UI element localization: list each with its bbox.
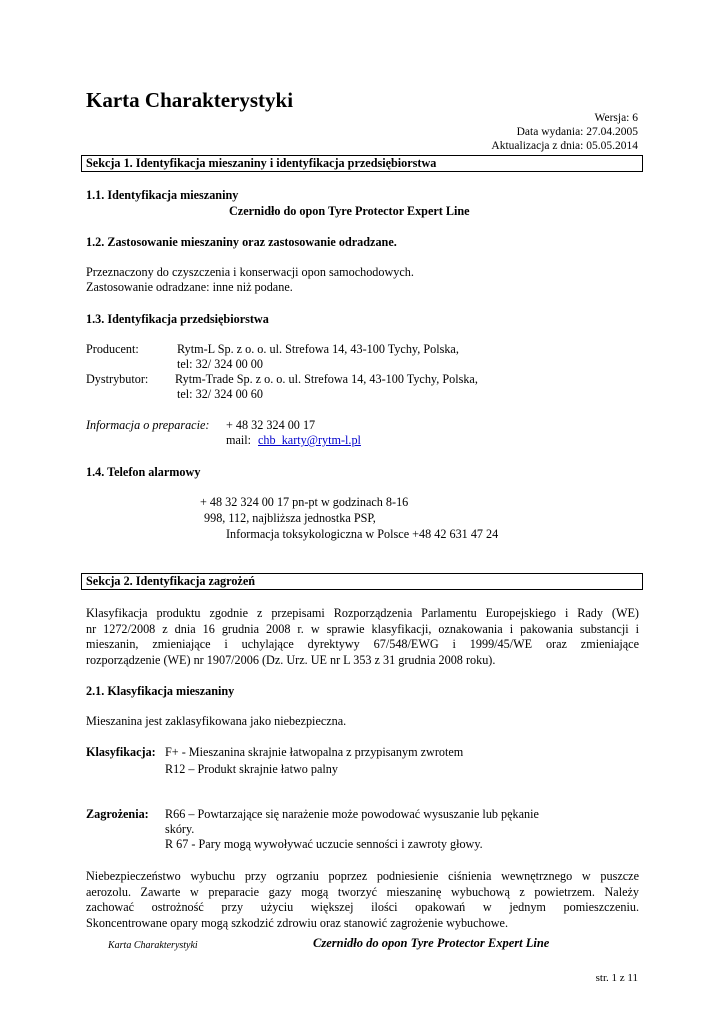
distributor-label: Dystrybutor: [86, 372, 149, 386]
advised-against-use: Zastosowanie odradzane: inne niż podane. [86, 280, 293, 294]
mail-label: mail: [226, 433, 252, 447]
product-name: Czernidło do opon Tyre Protector Expert Line [229, 204, 470, 218]
producer-phone: tel: 32/ 324 00 00 [177, 357, 263, 371]
classification-line-2: R12 – Produkt skrajnie łatwo palny [165, 762, 338, 776]
paragraph-line: aerozolu. Zawarte w preparacie gazy mogą tworzyć mieszaninę wybuchową z powietrzem. Należy [86, 884, 639, 899]
paragraph-line: Skoncentrowane opary mogą szkodzić zdrowiu oraz stanowić zagrożenie wybuchowe. [86, 915, 509, 930]
footer-doc-title: Karta Charakterystyki [108, 940, 198, 951]
version: Wersja: 6 [594, 112, 638, 124]
info-label: Informacja o preparacie: [86, 418, 210, 432]
explosion-warning [86, 869, 639, 931]
info-phone: + 48 32 324 00 17 [226, 418, 316, 432]
paragraph-line: Niebezpieczeństwo wybuchu przy ogrzaniu poprzez podniesienie ciśnienia wewnętrznego w puszcze [86, 869, 639, 883]
section-1-header-text: Sekcja 1. Identyfikacja mieszaniny i identyfikacja przedsiębiorstwa [86, 156, 437, 170]
alarm-phone-line: + 48 32 324 00 17 pn-pt w godzinach 8-16 [200, 495, 409, 509]
alarm-emergency-line: 998, 112, najbliższa jednostka PSP, [204, 511, 376, 525]
issue-date: Data wydania: 27.04.2005 [516, 126, 638, 138]
section-2-header-text: Sekcja 2. Identyfikacja zagrożeń [86, 574, 256, 588]
alarm-toxicology-line: Informacja toksykologiczna w Polsce +48 42 631 47 24 [226, 527, 499, 541]
paragraph-line: nr 1272/2008 z dnia 16 grudnia 2008 r. w sprawie klasyfikacji, oznakowania i pakowania substancji i [86, 621, 639, 636]
subsection-1-1-title: 1.1. Identyfikacja mieszaniny [86, 188, 239, 202]
subsection-1-3-title: 1.3. Identyfikacja przedsiębiorstwa [86, 312, 269, 326]
intended-use: Przeznaczony do czyszczenia i konserwacji opon samochodowych. [86, 265, 414, 279]
page-number: str. 1 z 11 [595, 972, 638, 984]
section-2-header [81, 573, 643, 590]
classification-intro [86, 606, 639, 668]
hazards-label: Zagrożenia: [86, 807, 149, 821]
hazard-line-3: R 67 - Pary mogą wywoływać uczucie senności i zawroty głowy. [165, 837, 483, 851]
subsection-1-2-title: 1.2. Zastosowanie mieszaniny oraz zastosowanie odradzane. [86, 235, 397, 249]
distributor-phone: tel: 32/ 324 00 60 [177, 387, 263, 401]
producer-address: Rytm-L Sp. z o. o. ul. Strefowa 14, 43-100 Tychy, Polska, [177, 342, 459, 356]
footer-product-name: Czernidło do opon Tyre Protector Expert Line [313, 936, 550, 950]
hazard-line-1: R66 – Powtarzające się narażenie może powodować wysuszanie lub pękanie [165, 807, 539, 821]
document-title: Karta Charakterystyki [86, 88, 294, 112]
classification-line-1: F+ - Mieszanina skrajnie łatwopalna z przypisanym zwrotem [165, 745, 464, 759]
classification-label: Klasyfikacja: [86, 745, 156, 759]
paragraph-line: Klasyfikacja produktu zgodnie z przepisami Rozporządzenia Parlamentu Europejskiego i Rady (WE) [86, 606, 639, 620]
producer-label: Producent: [86, 342, 139, 356]
distributor-address: Rytm-Trade Sp. z o. o. ul. Strefowa 14, 43-100 Tychy, Polska, [175, 372, 478, 386]
paragraph-line: zachować ostrożność przy użyciu większej ilości opakowań w jednym pomieszczeniu. [86, 900, 639, 914]
subsection-2-1-title: 2.1. Klasyfikacja mieszaniny [86, 684, 235, 698]
mail-link[interactable]: chb_karty@rytm-l.pl [258, 433, 361, 447]
paragraph-line: mieszanin, zmieniające i uchylające dyrektywy 67/548/EWG i 1999/45/WE oraz zmieniające [86, 637, 639, 651]
paragraph-line: rozporządzenie (WE) nr 1907/2006 (Dz. Urz. UE nr L 353 z 31 grudnia 2008 roku). [86, 652, 496, 667]
update-date: Aktualizacja z dnia: 05.05.2014 [491, 140, 638, 152]
hazard-line-2: skóry. [165, 822, 195, 836]
subsection-1-4-title: 1.4. Telefon alarmowy [86, 465, 201, 479]
section-1-header [81, 155, 643, 172]
mixture-status: Mieszanina jest zaklasyfikowana jako niebezpieczna. [86, 714, 347, 728]
